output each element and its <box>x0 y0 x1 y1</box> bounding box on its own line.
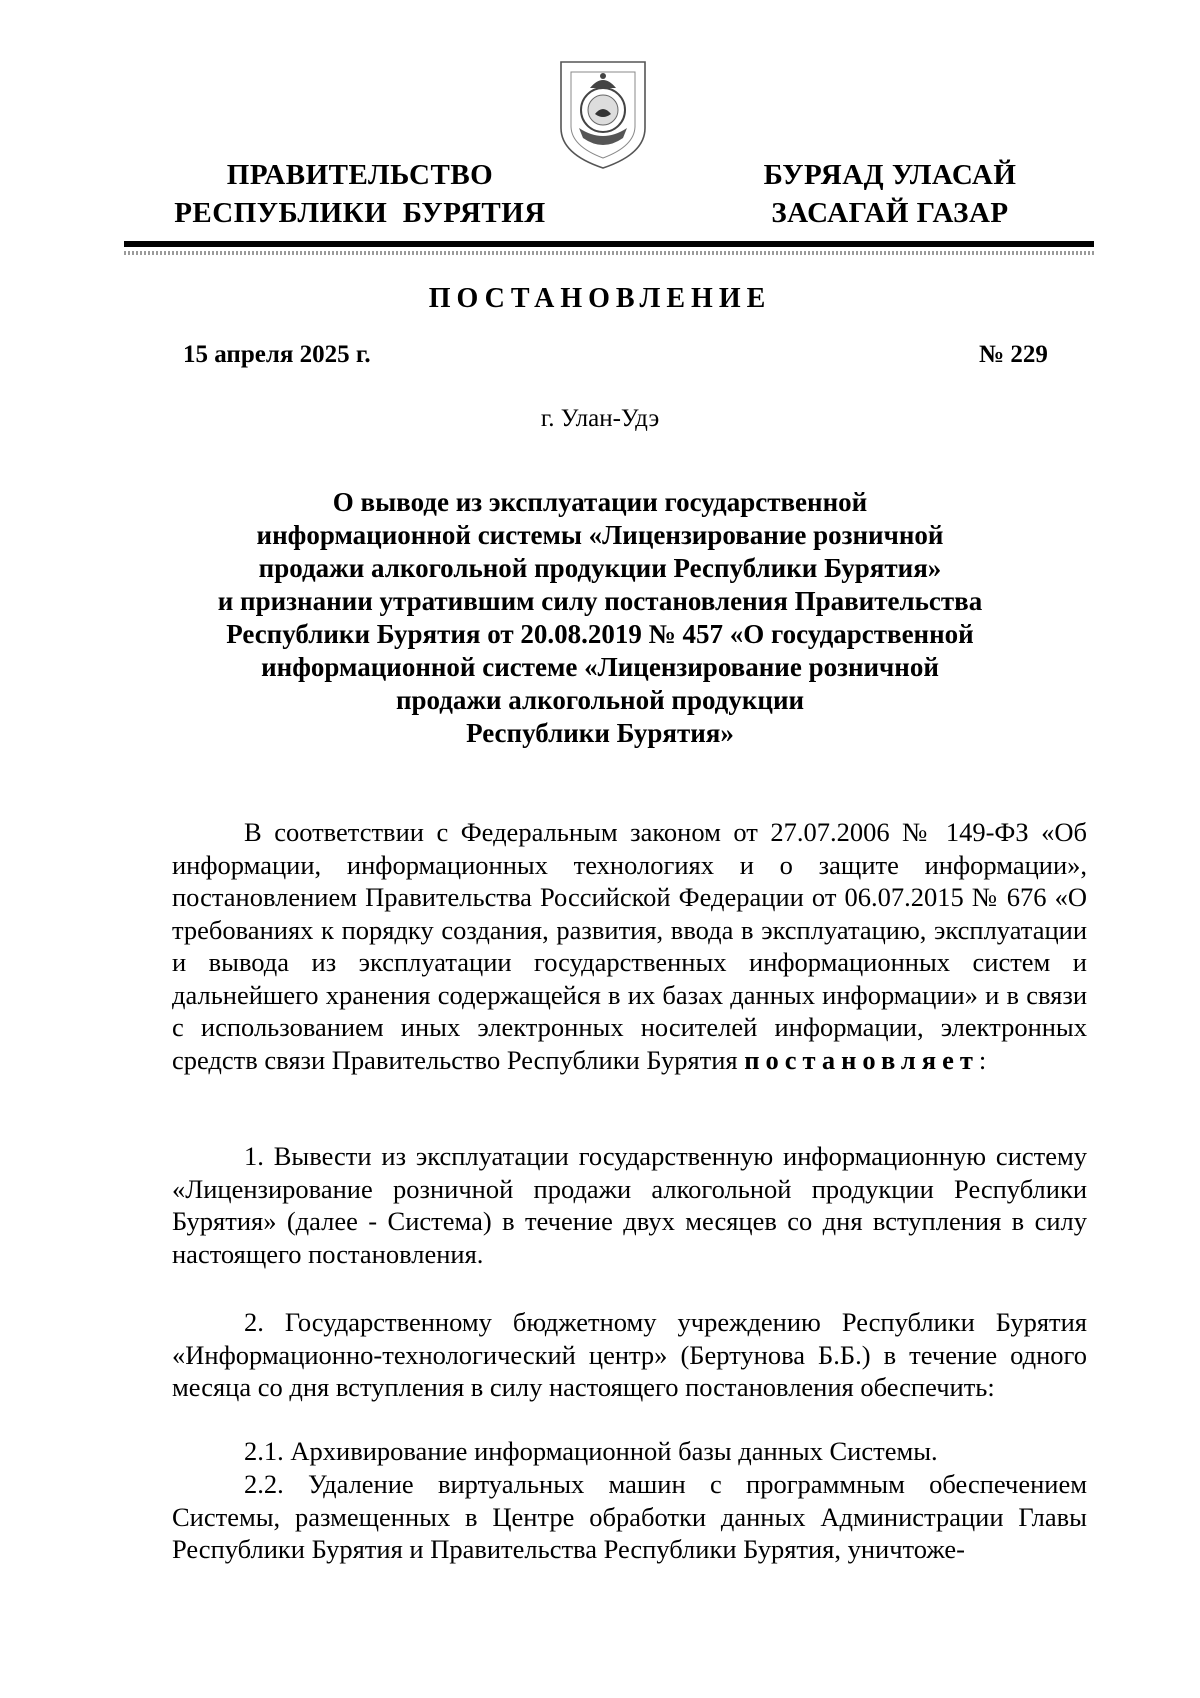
title-line: Республики Бурятия от 20.08.2019 № 457 «О государственной <box>226 619 974 649</box>
resolves-word: постановляет <box>744 1044 979 1075</box>
title-line: О выводе из эксплуатации государственной <box>332 487 868 517</box>
item-1-paragraph: 1. Вывести из эксплуатации государственную информационную систему «Лицензирование розничной продажи алкогольной продукции Республики Бурятия» (далее - Система) в течение двух месяцев со дня вступления в силу настоящего постановления. <box>172 1141 1087 1269</box>
document-city: г. Улан-Удэ <box>540 405 660 432</box>
title-line: информационной системы «Лицензирование розничной <box>256 520 944 550</box>
header-right-line2: ЗАСАГАЙ ГАЗАР <box>771 197 1009 229</box>
header-divider-thick <box>124 241 1094 247</box>
title-line: продажи алкогольной продукции Республики Бурятия» <box>258 553 942 583</box>
resolves-colon: : <box>978 1044 987 1075</box>
title-line: и признании утратившим силу постановления Правительства <box>217 586 983 616</box>
header-left <box>150 156 570 232</box>
item-2-paragraph: 2. Государственному бюджетному учреждению Республики Бурятия «Информационно-технологический центр» (Бертунова Б.Б.) в течение одного месяца со дня вступления в силу настоящего постановления обеспечить: <box>172 1307 1087 1402</box>
document-number: № 229 <box>979 341 1048 368</box>
document-date: 15 апреля 2025 г. <box>183 341 371 368</box>
preamble-text: В соответствии с Федеральным законом от 27.07.2006 № 149-ФЗ «Об информации, информационных технологиях и о защите информации», постановлением Правительства Российской Федерации от 06.07.2015 № 676 «О требованиях к порядку создания, развития, ввода в эксплуатацию, эксплуатации и вывода из эксплуатации государственных информационных систем и дальнейшего хранения содержащейся в их базах данных информации» и в связи с использованием иных электронных носителей информации, электронных средств связи Правительство Республики Бурятия <box>172 817 1087 1075</box>
document-type: ПОСТАНОВЛЕНИЕ <box>428 283 772 314</box>
title-line: информационной системе «Лицензирование розничной <box>261 652 939 682</box>
coat-of-arms-icon <box>557 58 649 170</box>
item-2-2-paragraph: 2.2. Удаление виртуальных машин с программным обеспечением Системы, размещенных в Центре обработки данных Администрации Главы Республики Бурятия и Правительства Республики Бурятия, уничтоже- <box>172 1469 1087 1564</box>
header-right-line1: БУРЯАД УЛАСАЙ <box>763 159 1017 191</box>
title-line: Республики Бурятия» <box>466 718 734 748</box>
header-divider-dotted <box>124 251 1094 255</box>
header-right <box>720 156 1060 232</box>
document-title <box>150 486 1050 750</box>
header-left-line1: ПРАВИТЕЛЬСТВО <box>226 159 494 191</box>
title-line: продажи алкогольной продукции <box>395 685 805 715</box>
header-left-line2: РЕСПУБЛИКИ БУРЯТИЯ <box>174 197 546 229</box>
preamble-paragraph <box>172 816 1087 1076</box>
item-2-1-paragraph: 2.1. Архивирование информационной базы данных Системы. <box>244 1436 938 1466</box>
